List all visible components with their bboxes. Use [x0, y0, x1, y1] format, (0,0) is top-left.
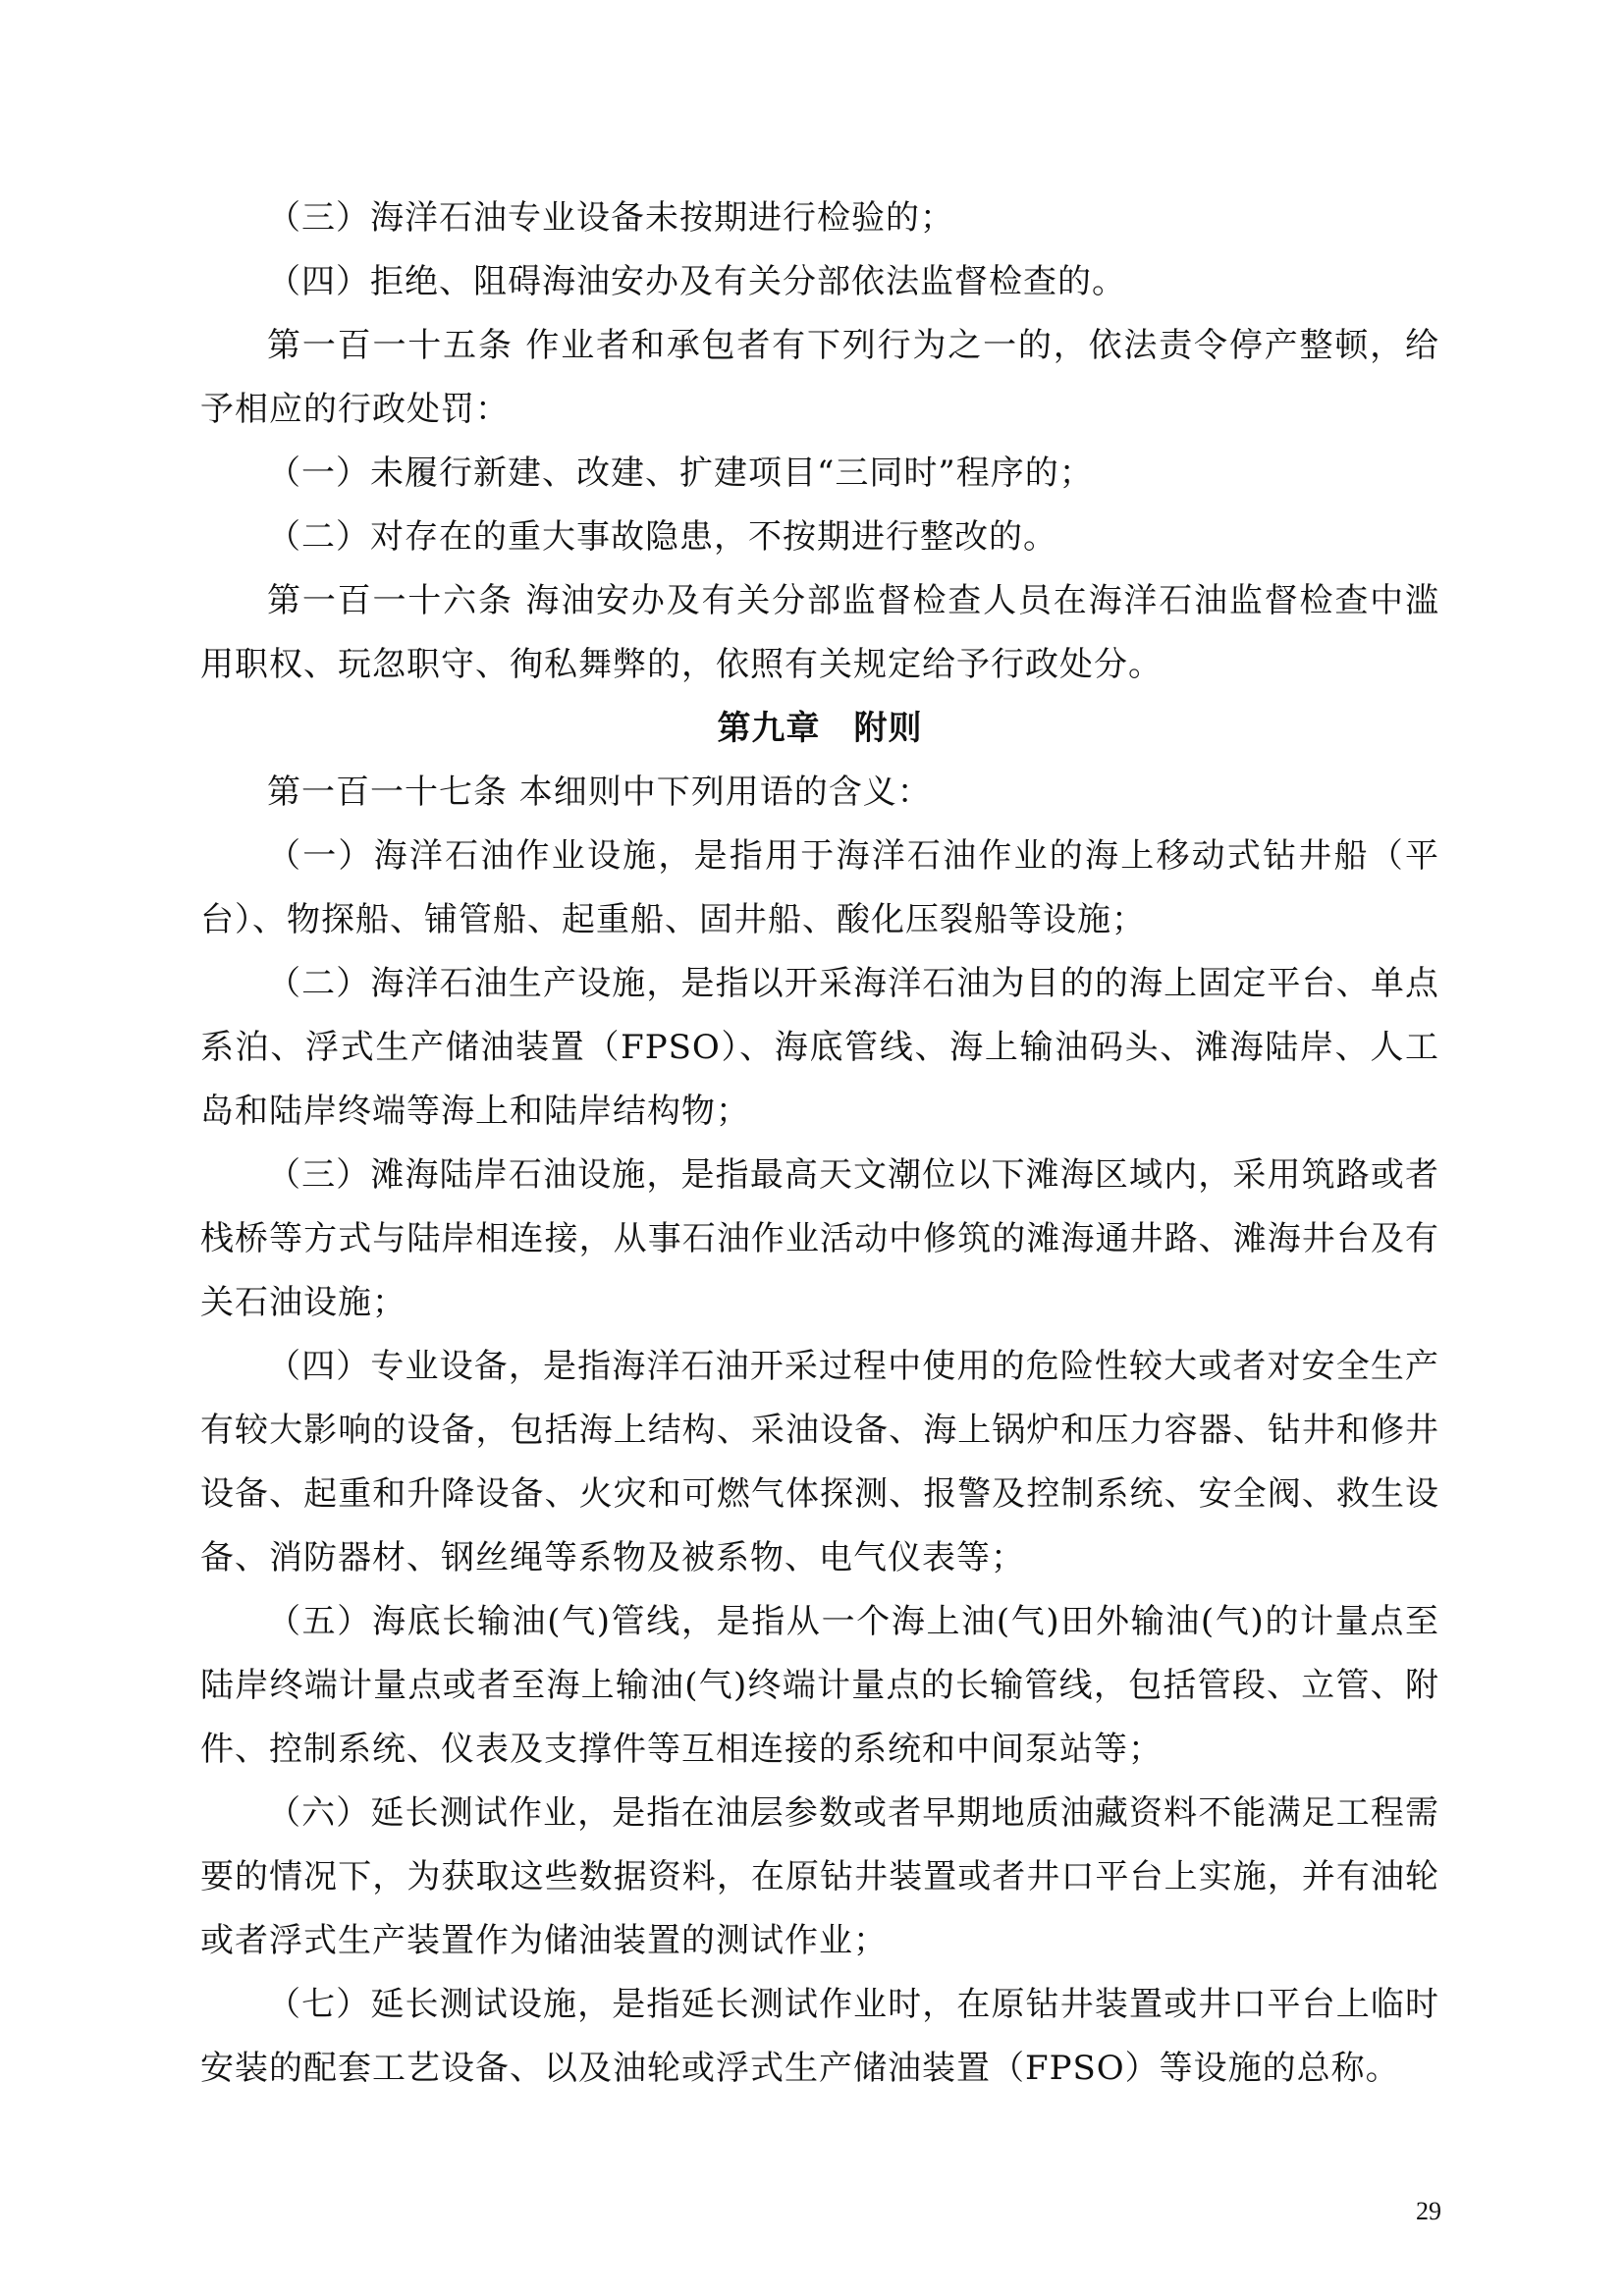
chapter-number: 第九章 — [717, 709, 821, 748]
definition-item-5: （五）海底长输油(气)管线，是指从一个海上油(气)田外输油(气)的计量点至陆岸终端计量点或者至海上输油(气)终端计量点的长输管线，包括管段、立管、附件、控制系统、仪表及支撑件等互相连接的系统和中间泵站等； — [200, 1602, 1439, 1769]
chapter-heading — [200, 697, 1439, 761]
article-115: 第一百一十五条 作业者和承包者有下列行为之一的，依法责令停产整顿，给予相应的行政处罚： — [200, 326, 1439, 429]
article-116: 第一百一十六条 海油安办及有关分部监督检查人员在海洋石油监督检查中滥用职权、玩忽职守、徇私舞弊的，依照有关规定给予行政处分。 — [200, 581, 1439, 684]
definition-item-6: （六）延长测试作业，是指在油层参数或者早期地质油藏资料不能满足工程需要的情况下，为获取这些数据资料，在原钻井装置或者井口平台上实施，并有油轮或者浮式生产装置作为储油装置的测试作业； — [200, 1793, 1439, 1960]
paragraph-item-3: （三）海洋石油专业设备未按期进行检验的； — [267, 198, 954, 238]
definition-item-1: （一）海洋石油作业设施，是指用于海洋石油作业的海上移动式钻井船（平台）、物探船、铺管船、起重船、固井船、酸化压裂船等设施； — [200, 836, 1439, 939]
chapter-title: 附则 — [853, 709, 923, 748]
definition-item-2: （二）海洋石油生产设施，是指以开采海洋石油为目的的海上固定平台、单点系泊、浮式生产储油装置（FPSO）、海底管线、海上输油码头、滩海陆岸、人工岛和陆岸终端等海上和陆岸结构物； — [200, 964, 1439, 1131]
page-number: 29 — [1416, 2197, 1441, 2225]
definition-item-7: （七）延长测试设施，是指延长测试作业时，在原钻井装置或井口平台上临时安装的配套工艺设备、以及油轮或浮式生产储油装置（FPSO）等设施的总称。 — [200, 1985, 1439, 2088]
paragraph-item-1: （一）未履行新建、改建、扩建项目“三同时”程序的； — [267, 454, 1094, 493]
article-117: 第一百一十七条 本细则中下列用语的含义： — [267, 773, 932, 812]
page-body — [200, 187, 1439, 2101]
definition-item-4: （四）专业设备，是指海洋石油开采过程中使用的危险性较大或者对安全生产有较大影响的设备，包括海上结构、采油设备、海上锅炉和压力容器、钻井和修井设备、起重和升降设备、火灾和可燃气体探测、报警及控制系统、安全阀、救生设备、消防器材、钢丝绳等系物及被系物、电气仪表等； — [200, 1347, 1439, 1577]
paragraph-item-2: （二）对存在的重大事故隐患，不按期进行整改的。 — [267, 517, 1057, 557]
definition-item-3: （三）滩海陆岸石油设施，是指最高天文潮位以下滩海区域内，采用筑路或者栈桥等方式与陆岸相连接，从事石油作业活动中修筑的滩海通井路、滩海井台及有关石油设施； — [200, 1155, 1439, 1322]
paragraph-item-4: （四）拒绝、阻碍海油安办及有关分部依法监督检查的。 — [267, 262, 1126, 301]
